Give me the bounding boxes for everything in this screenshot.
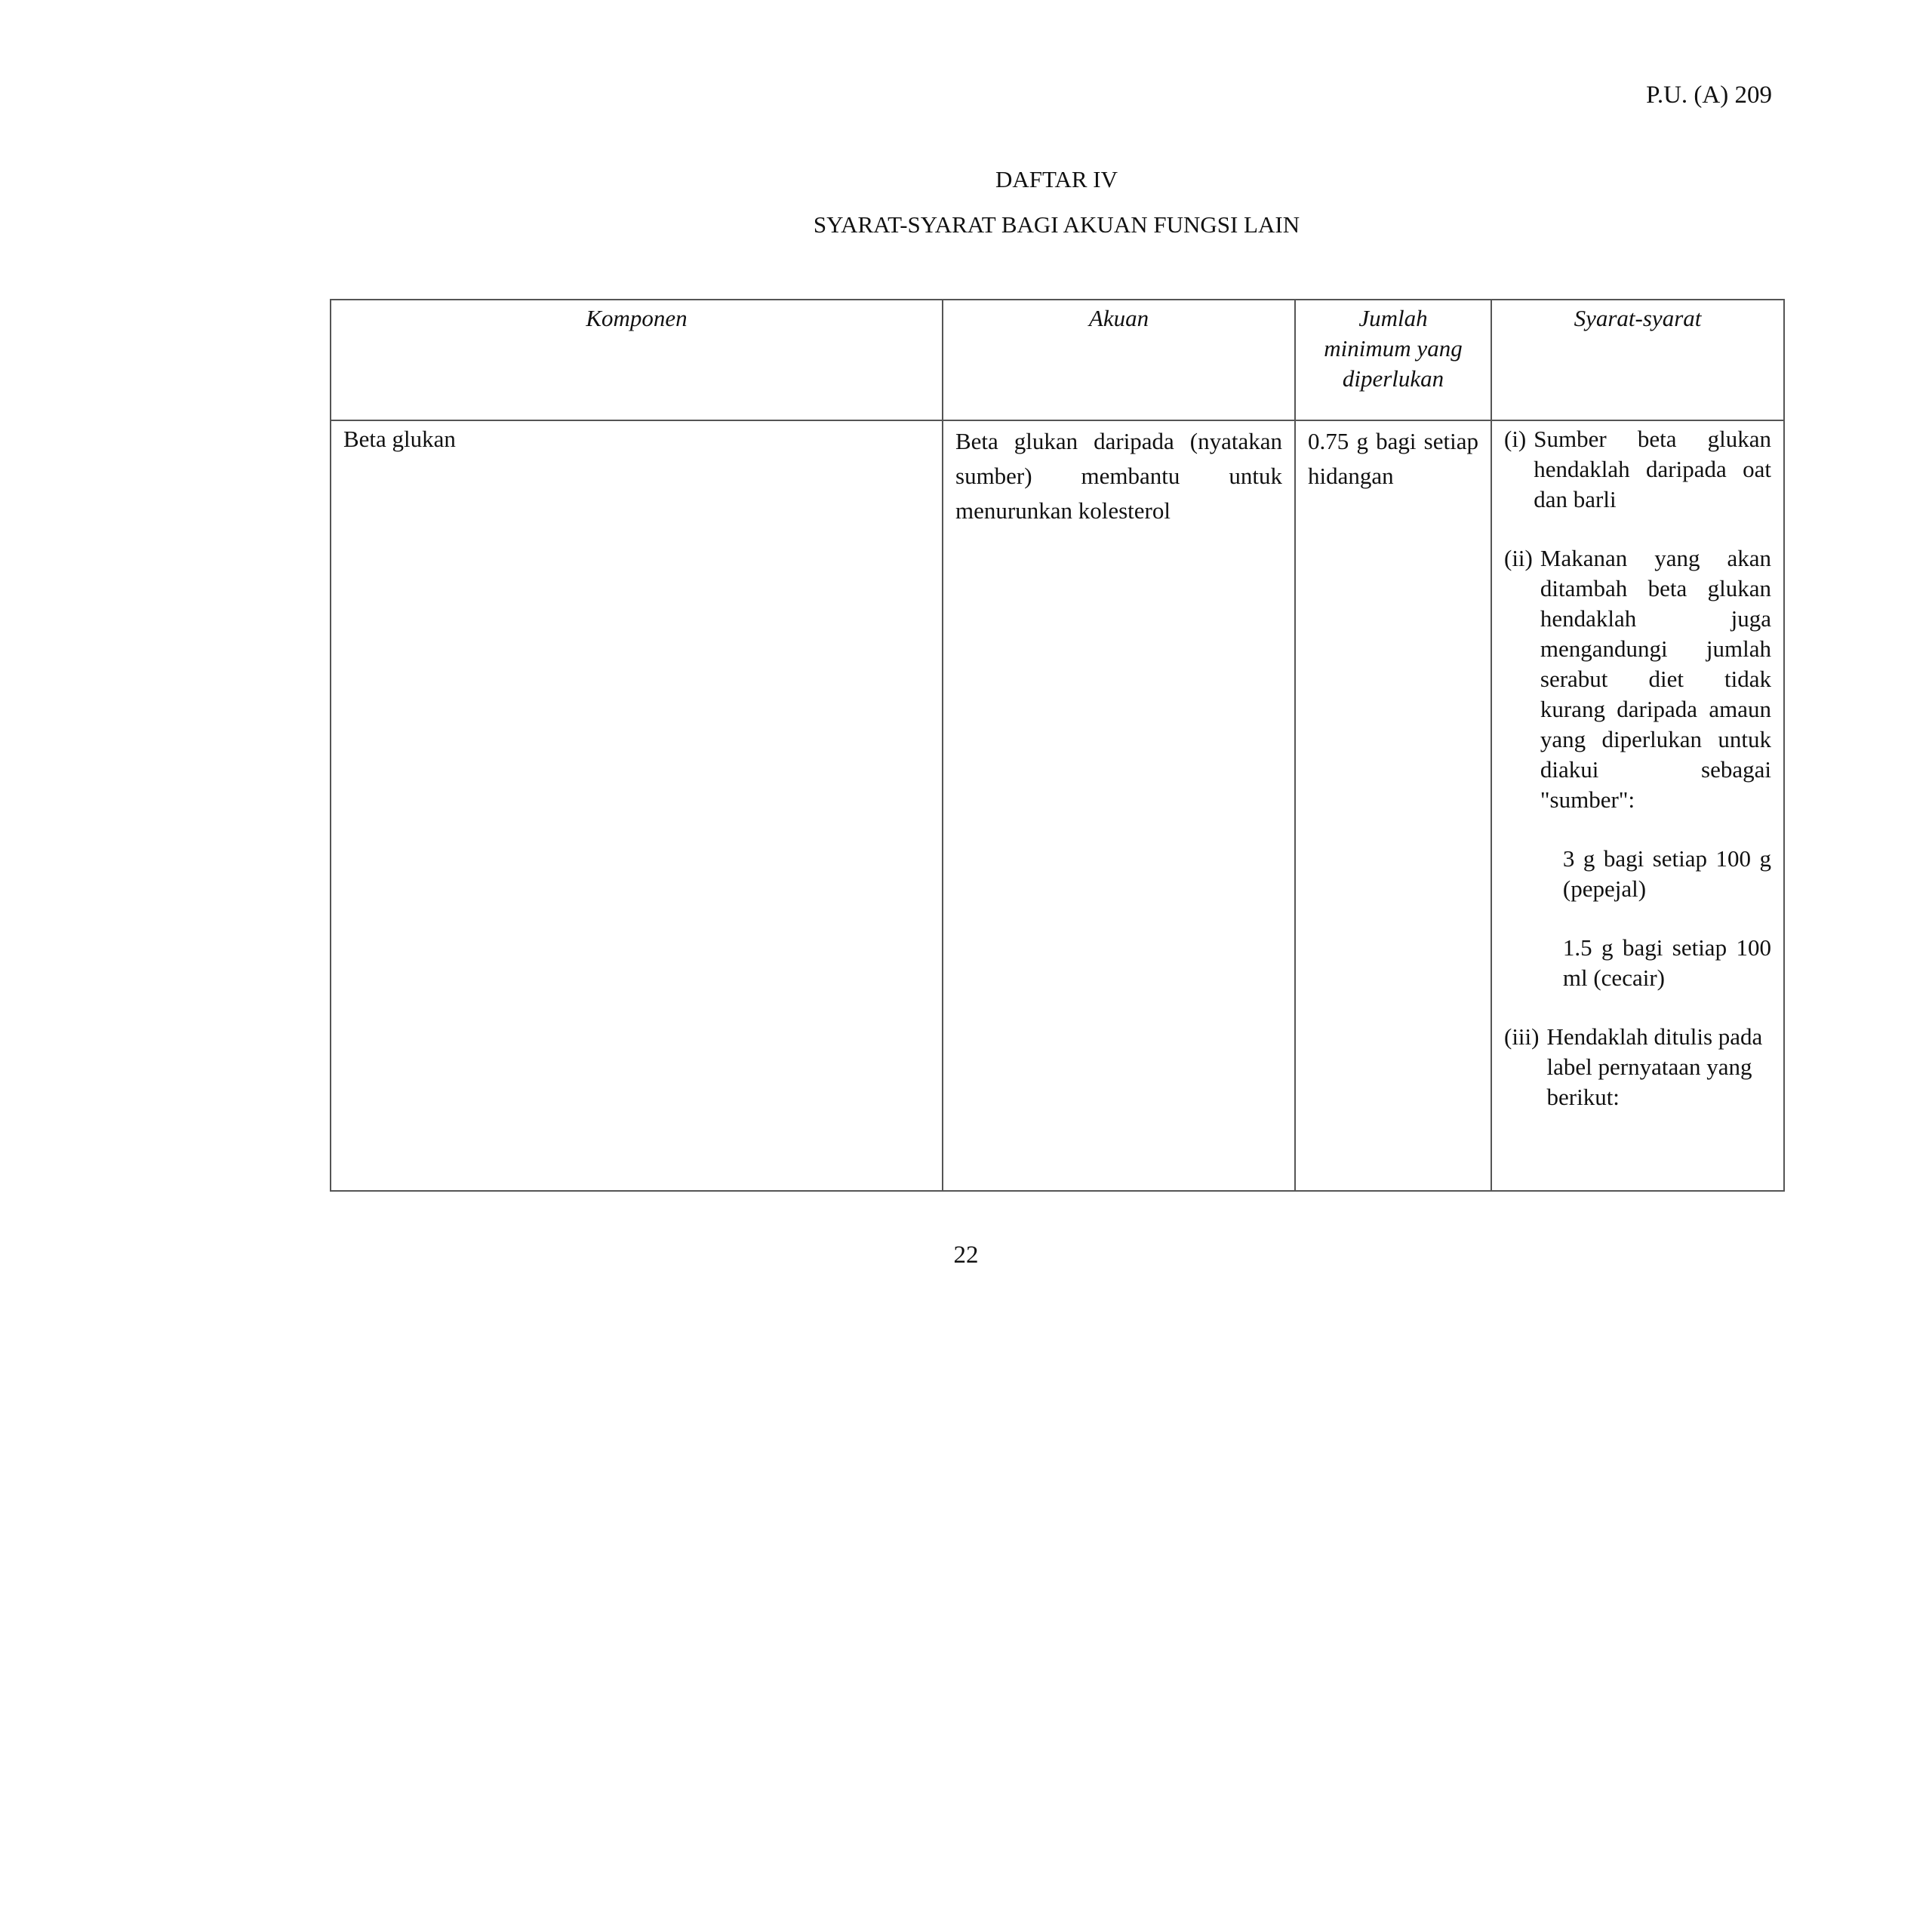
cell-conditions xyxy=(1491,420,1784,1191)
page-number: 22 xyxy=(953,1241,979,1269)
condition-i xyxy=(1504,424,1771,515)
header-claim: Akuan xyxy=(943,300,1295,420)
table-row xyxy=(331,420,1784,1191)
condition-i-text: Sumber beta glukan hendaklah daripada oat dan barli xyxy=(1534,426,1771,512)
condition-ii-liquid: 1.5 g bagi setiap 100 ml (cecair) xyxy=(1562,934,1771,991)
requirements-table xyxy=(330,299,1785,1192)
schedule-number: DAFTAR IV xyxy=(995,166,1118,192)
header-minimum-amount: Jumlah minimum yang diperlukan xyxy=(1295,300,1491,420)
cell-claim: Beta glukan daripada (nyatakan sumber) membantu untuk menurunkan kolesterol xyxy=(943,420,1295,1191)
condition-ii xyxy=(1504,543,1771,993)
header-component: Komponen xyxy=(331,300,943,420)
table-header-row xyxy=(331,300,1784,420)
condition-iii xyxy=(1504,1022,1771,1112)
cell-minimum-amount: 0.75 g bagi setiap hidangan xyxy=(1295,420,1491,1191)
condition-iii-text: Hendaklah ditulis pada label pernyataan yang berikut: xyxy=(1546,1023,1763,1110)
cell-component: Beta glukan xyxy=(331,420,943,1191)
schedule-title: SYARAT-SYARAT BAGI AKUAN FUNGSI LAIN xyxy=(813,211,1300,238)
document-reference: P.U. (A) 209 xyxy=(1646,82,1772,109)
condition-ii-number: (ii) xyxy=(1504,545,1533,571)
header-conditions: Syarat-syarat xyxy=(1491,300,1784,420)
condition-ii-text: Makanan yang akan ditambah beta glukan hendaklah juga mengandungi jumlah serabut diet tidak kurang daripada amaun yang diperlukan untuk diakui sebagai "sumber": xyxy=(1540,545,1771,813)
condition-iii-number: (iii) xyxy=(1504,1023,1540,1050)
condition-i-number: (i) xyxy=(1504,426,1527,452)
condition-ii-solid: 3 g bagi setiap 100 g (pepejal) xyxy=(1562,845,1771,902)
